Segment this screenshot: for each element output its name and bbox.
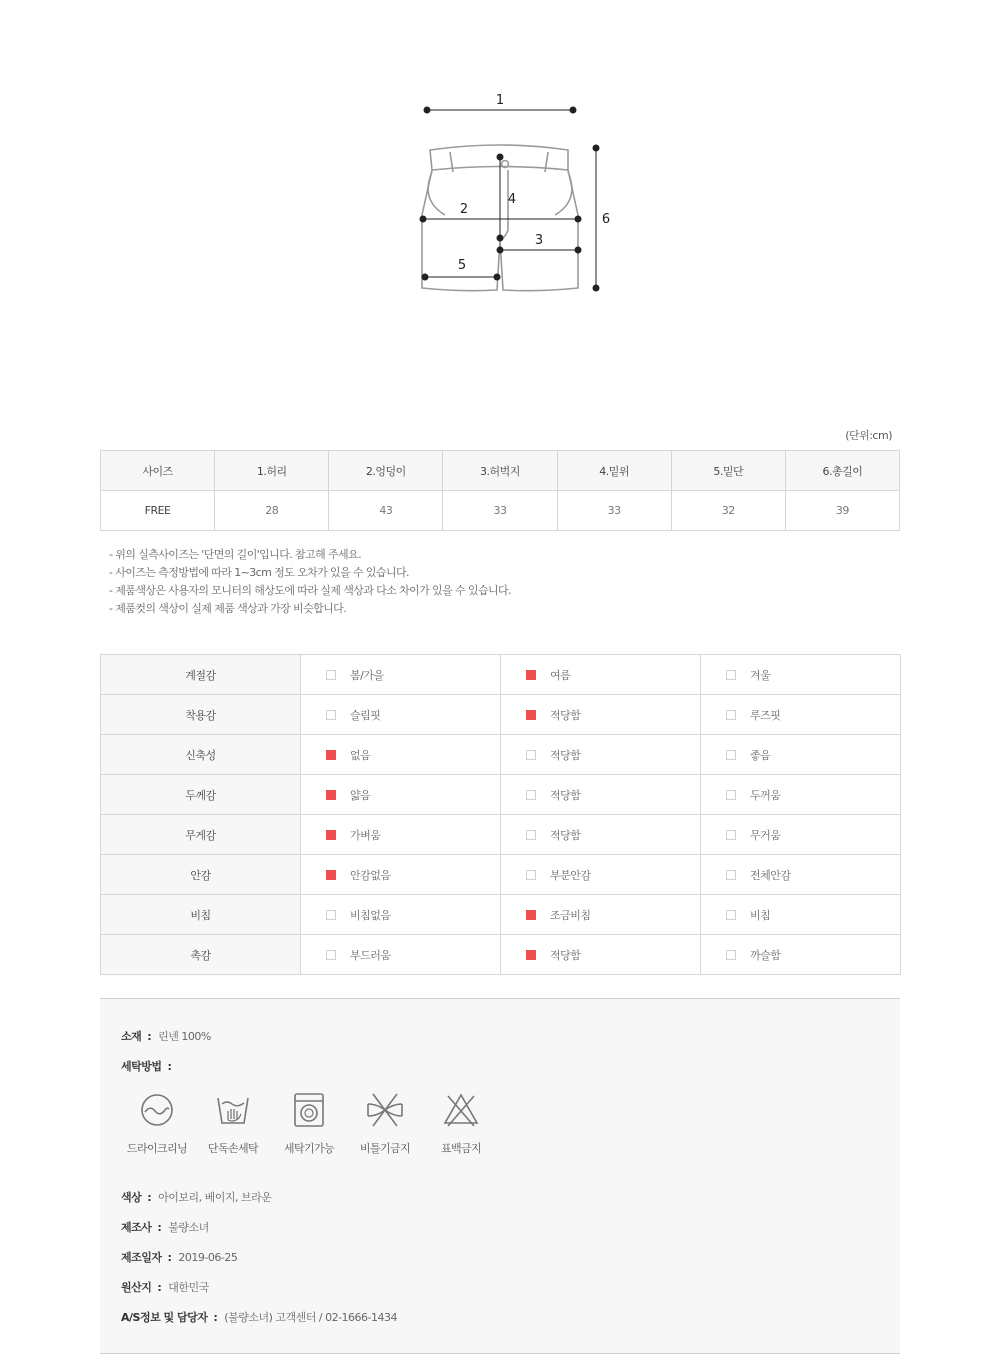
unit-note: (단위:cm) — [845, 429, 892, 442]
measure-label-6: 6 — [601, 212, 611, 227]
feel-row — [101, 735, 901, 775]
size-header-cell: 사이즈 — [101, 451, 215, 491]
feel-option-label: 가벼움 — [350, 828, 381, 842]
measure-label-3: 3 — [534, 233, 544, 248]
feel-option — [501, 775, 701, 815]
feel-option — [301, 895, 501, 935]
note-line: - 위의 실측사이즈는 '단면의 길이'입니다. 참고해 주세요. — [109, 548, 361, 561]
unchecked-box-icon — [726, 710, 736, 720]
feel-category: 신축성 — [101, 735, 301, 775]
feel-option-label: 전체안감 — [750, 868, 791, 882]
size-cell: 39 — [785, 491, 899, 531]
size-notes — [109, 546, 511, 618]
feel-row — [101, 815, 901, 855]
feel-option — [501, 655, 701, 695]
feel-option — [501, 855, 701, 895]
unchecked-box-icon — [326, 910, 336, 920]
feel-option-label: 부분안감 — [550, 868, 591, 882]
no-wring-icon — [365, 1090, 405, 1130]
dry-clean-icon — [137, 1090, 177, 1130]
feel-option — [301, 655, 501, 695]
unchecked-box-icon — [726, 790, 736, 800]
measure-label-1: 1 — [495, 93, 505, 108]
measure-label-4: 4 — [507, 192, 517, 207]
measure-label-5: 5 — [457, 258, 467, 273]
size-header-cell: 4.밑위 — [557, 451, 671, 491]
feel-option — [701, 735, 901, 775]
checked-box-icon — [326, 790, 336, 800]
feel-row — [101, 935, 901, 975]
unchecked-box-icon — [726, 870, 736, 880]
feel-option — [701, 655, 901, 695]
unchecked-box-icon — [726, 750, 736, 760]
feel-category: 착용감 — [101, 695, 301, 735]
wash-item-dry-clean: 드라이크리닝 — [117, 1090, 197, 1156]
feel-option — [501, 695, 701, 735]
size-header-cell: 5.밑단 — [671, 451, 785, 491]
unchecked-box-icon — [326, 950, 336, 960]
feel-row — [101, 855, 901, 895]
feel-category: 촉감 — [101, 935, 301, 975]
info-color: 색상 : 아이보리, 베이지, 브라운 — [121, 1191, 272, 1204]
feel-option-label: 슬림핏 — [350, 708, 381, 722]
shorts-measurement-diagram — [0, 0, 1000, 340]
size-table-row — [101, 491, 900, 531]
size-cell: FREE — [101, 491, 215, 531]
feel-option-label: 없음 — [350, 748, 371, 762]
feel-category: 비침 — [101, 895, 301, 935]
size-header-cell: 1.허리 — [215, 451, 329, 491]
wash-item-no-wring: 비틀기금지 — [345, 1090, 425, 1156]
feel-option-label: 부드러움 — [350, 948, 391, 962]
unchecked-box-icon — [726, 910, 736, 920]
unchecked-box-icon — [526, 870, 536, 880]
size-table — [100, 450, 900, 531]
checked-box-icon — [326, 750, 336, 760]
feel-option — [701, 815, 901, 855]
feel-option-label: 안감없음 — [350, 868, 391, 882]
feel-category: 두께감 — [101, 775, 301, 815]
size-cell: 43 — [329, 491, 443, 531]
size-cell: 28 — [215, 491, 329, 531]
note-line: - 제품색상은 사용자의 모니터의 해상도에 따라 실제 색상과 다소 차이가 있을 수 있습니다. — [109, 584, 511, 597]
checked-box-icon — [526, 950, 536, 960]
info-date: 제조일자 : 2019-06-25 — [121, 1251, 238, 1264]
feel-option-label: 얇음 — [350, 788, 371, 802]
size-cell: 32 — [671, 491, 785, 531]
unchecked-box-icon — [726, 830, 736, 840]
wash-item-washing-machine: 세탁기가능 — [269, 1090, 349, 1156]
feel-option — [501, 815, 701, 855]
wash-item-no-bleach: 표백금지 — [421, 1090, 501, 1156]
feel-option — [501, 935, 701, 975]
hand-wash-icon — [213, 1090, 253, 1130]
checked-box-icon — [526, 910, 536, 920]
unchecked-box-icon — [526, 750, 536, 760]
feel-option — [501, 735, 701, 775]
feel-option — [701, 935, 901, 975]
feel-option-label: 적당함 — [550, 948, 581, 962]
feel-category: 무게감 — [101, 815, 301, 855]
product-info-panel — [100, 998, 900, 1354]
info-maker: 제조사 : 불량소녀 — [121, 1221, 209, 1234]
unchecked-box-icon — [326, 670, 336, 680]
feel-option-label: 좋음 — [750, 748, 771, 762]
feel-option — [301, 775, 501, 815]
feel-option-label: 여름 — [550, 668, 571, 682]
unchecked-box-icon — [326, 710, 336, 720]
info-as: A/S정보 및 담당자 : (불량소녀) 고객센터 / 02-1666-1434 — [121, 1311, 397, 1324]
unchecked-box-icon — [526, 790, 536, 800]
info-origin: 원산지 : 대한민국 — [121, 1281, 209, 1294]
feel-option-label: 적당함 — [550, 828, 581, 842]
feel-option — [301, 735, 501, 775]
washing-machine-icon — [289, 1090, 329, 1130]
feel-option-label: 비침없음 — [350, 908, 391, 922]
feel-option-label: 비침 — [750, 908, 771, 922]
size-cell: 33 — [443, 491, 557, 531]
size-table-header — [101, 451, 900, 491]
feel-option-label: 조금비침 — [550, 908, 591, 922]
feel-option — [301, 815, 501, 855]
unchecked-box-icon — [526, 830, 536, 840]
feel-option-label: 까슬함 — [750, 948, 781, 962]
info-washing: 세탁방법 : — [121, 1060, 172, 1073]
wash-item-hand-wash: 단독손세탁 — [193, 1090, 273, 1156]
feel-option — [501, 895, 701, 935]
no-bleach-icon — [441, 1090, 481, 1130]
feel-category: 계절감 — [101, 655, 301, 695]
unchecked-box-icon — [726, 950, 736, 960]
feel-option — [301, 695, 501, 735]
feel-category: 안감 — [101, 855, 301, 895]
size-cell: 33 — [557, 491, 671, 531]
feel-option — [301, 855, 501, 895]
feel-option-label: 루즈핏 — [750, 708, 781, 722]
checked-box-icon — [526, 670, 536, 680]
unchecked-box-icon — [726, 670, 736, 680]
feel-option-label: 적당함 — [550, 788, 581, 802]
size-header-cell: 6.총길이 — [785, 451, 899, 491]
feel-option — [701, 855, 901, 895]
feel-option — [701, 695, 901, 735]
checked-box-icon — [326, 870, 336, 880]
feel-row — [101, 775, 901, 815]
checked-box-icon — [326, 830, 336, 840]
feel-option-label: 두꺼움 — [750, 788, 781, 802]
note-line: - 제품컷의 색상이 실제 제품 색상과 가장 비슷합니다. — [109, 602, 347, 615]
feel-option-label: 봄/가을 — [350, 668, 384, 682]
feel-row — [101, 695, 901, 735]
feel-option-label: 무거움 — [750, 828, 781, 842]
feel-option — [301, 935, 501, 975]
info-material: 소재 : 린넨 100% — [121, 1030, 211, 1043]
feel-row — [101, 895, 901, 935]
size-header-cell: 2.엉덩이 — [329, 451, 443, 491]
feel-option-label: 적당함 — [550, 708, 581, 722]
feel-option-label: 적당함 — [550, 748, 581, 762]
feel-option — [701, 775, 901, 815]
note-line: - 사이즈는 측정방법에 따라 1~3cm 정도 오차가 있을 수 있습니다. — [109, 566, 409, 579]
measure-label-2: 2 — [459, 202, 469, 217]
checked-box-icon — [526, 710, 536, 720]
size-header-cell: 3.허벅지 — [443, 451, 557, 491]
feel-row — [101, 655, 901, 695]
fit-feel-table — [100, 654, 901, 975]
feel-option — [701, 895, 901, 935]
feel-option-label: 겨울 — [750, 668, 771, 682]
